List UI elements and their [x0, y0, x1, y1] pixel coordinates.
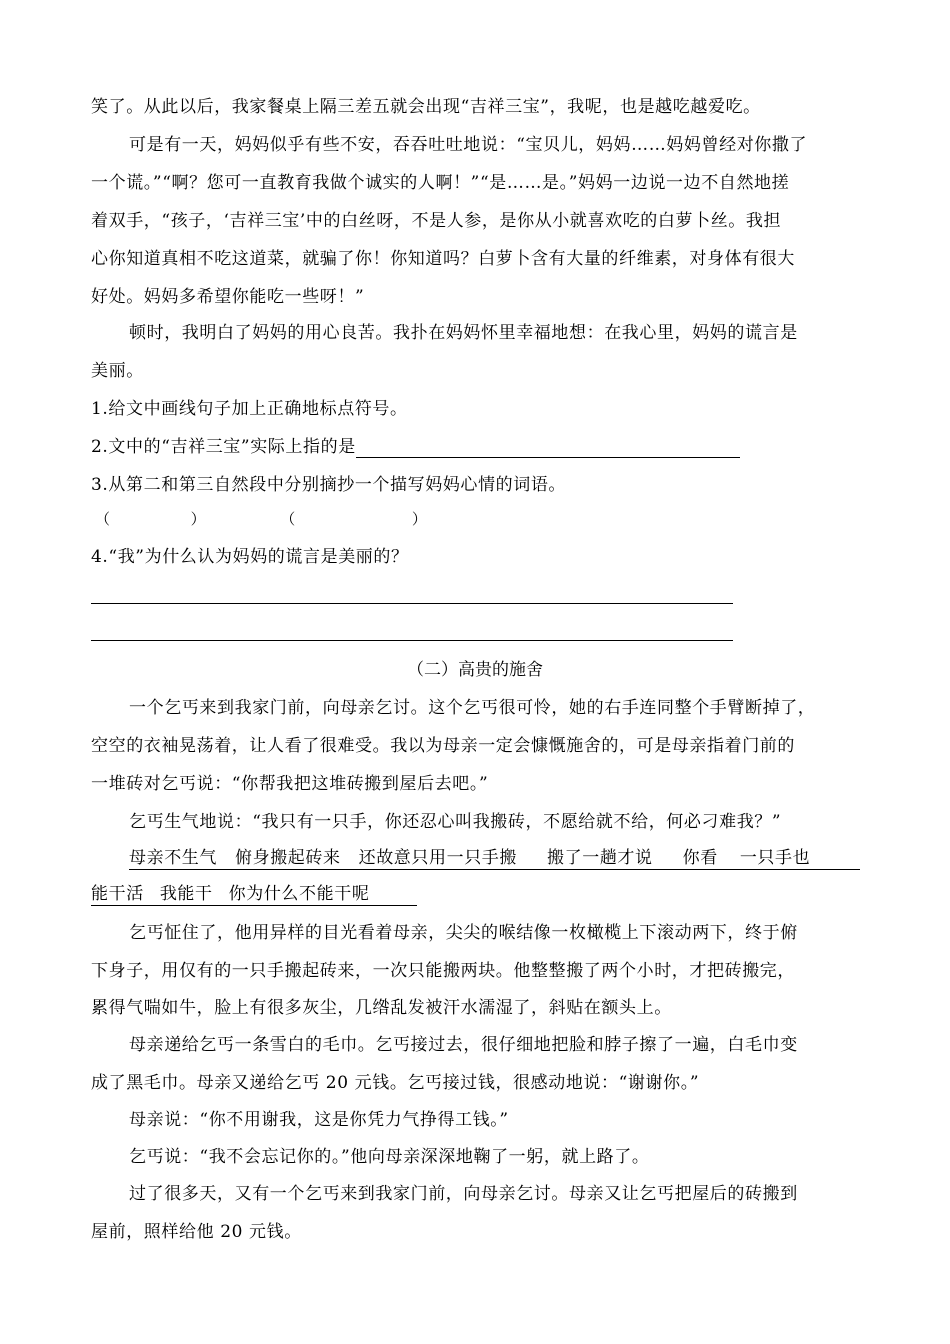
story2-paragraph-3-line-2: 下身子，用仅有的一只手搬起砖来，一次只能搬两块。他整整搬了两个小时，才把砖搬完，	[91, 961, 795, 981]
story2-paragraph-4-line-2: 成了黑毛巾。母亲又递给乞丐 20 元钱。乞丐接过钱，很感动地说：“谢谢你。”	[91, 1073, 700, 1093]
story2-paragraph-1-line-2: 空空的衣袖晃荡着，让人看了很难受。我以为母亲一定会慷慨施舍的，可是母亲指着门前的	[91, 736, 795, 756]
story2-paragraph-7-line-2: 屋前，照样给他 20 元钱。	[91, 1222, 302, 1242]
question-3: 3.从第二和第三自然段中分别摘抄一个描写妈妈心情的词语。	[91, 475, 567, 495]
question-2	[91, 436, 861, 458]
story2-paragraph-7-line-1: 过了很多天，又有一个乞丐来到我家门前，向母亲乞讨。母亲又让乞丐把屋后的砖搬到	[129, 1184, 798, 1204]
underlined-sentence-line-1	[129, 847, 860, 870]
answer-2-paren-close: ）	[411, 510, 428, 528]
underlined-segment: 一只手也	[739, 848, 811, 868]
underlined-segment: 你为什么不能干呢	[228, 884, 370, 904]
answer-1-paren-close: ）	[190, 510, 207, 528]
story2-paragraph-4-line-1: 母亲递给乞丐一条雪白的毛巾。乞丐接过去，很仔细地把脸和脖子擦了一遍，白毛巾变	[129, 1035, 798, 1055]
answer-2-paren-open: （	[280, 510, 296, 528]
question-1: 1.给文中画线句子加上正确地标点符号。	[91, 399, 408, 419]
story1-paragraph-2-line-5: 好处。妈妈多希望你能吃一些呀！”	[91, 287, 365, 307]
story2-paragraph-5: 母亲说：“你不用谢我，这是你凭力气挣得工钱。”	[129, 1110, 509, 1130]
story2-paragraph-3-line-1: 乞丐怔住了，他用异样的目光看着母亲，尖尖的喉结像一枚橄榄上下滚动两下，终于俯	[129, 923, 798, 943]
underlined-segment: 俯身搬起砖来	[235, 848, 341, 868]
story2-paragraph-2: 乞丐生气地说：“我只有一只手，你还忍心叫我搬砖，不愿给就不给，何必刁难我？”	[129, 812, 782, 832]
question-2-answer-blank[interactable]	[356, 439, 740, 458]
answer-line-1[interactable]	[91, 603, 733, 604]
underlined-segment: 能干活	[91, 884, 144, 904]
story1-paragraph-3-line-1: 顿时，我明白了妈妈的用心良苦。我扑在妈妈怀里幸福地想：在我心里，妈妈的谎言是	[129, 323, 798, 343]
story2-title: （二）高贵的施舍	[407, 660, 543, 680]
story1-paragraph-2-line-1: 可是有一天，妈妈似乎有些不安，吞吞吐吐地说：“宝贝儿，妈妈……妈妈曾经对你撒了	[129, 135, 808, 155]
answer-line-2[interactable]	[91, 640, 733, 641]
story1-paragraph-2-line-4: 心你知道真相不吃这道菜，就骗了你！你知道吗？白萝卜含有大量的纤维素，对身体有很大	[91, 249, 795, 269]
story2-paragraph-1-line-3: 一堆砖对乞丐说：“你帮我把这堆砖搬到屋后去吧。”	[91, 774, 489, 794]
story2-paragraph-6: 乞丐说：“我不会忘记你的。”他向母亲深深地鞠了一躬，就上路了。	[129, 1147, 650, 1167]
underlined-segment: 你看	[682, 848, 718, 868]
story1-paragraph-2-line-3: 着双手，“孩子，‘吉祥三宝’中的白丝呀，不是人参，是你从小就喜欢吃的白萝卜丝。我担	[91, 211, 782, 231]
question-3-answer-parens	[95, 508, 865, 530]
underlined-sentence-line-2	[91, 883, 417, 906]
underlined-segment: 搬了一趟才说	[547, 848, 653, 868]
story1-paragraph-3-line-2: 美丽。	[91, 361, 144, 381]
underlined-segment: 母亲不生气	[129, 848, 217, 868]
story2-paragraph-1-line-1: 一个乞丐来到我家门前，向母亲乞讨。这个乞丐很可怜，她的右手连同整个手臂断掉了，	[129, 698, 816, 718]
story1-paragraph-2-line-2: 一个谎。”“啊？您可一直教育我做个诚实的人啊！”“是……是。”妈妈一边说一边不自然地搓	[91, 173, 790, 193]
underlined-segment: 还故意只用一只手搬	[358, 848, 518, 868]
story2-paragraph-3-line-3: 累得气喘如牛，脸上有很多灰尘，几绺乱发被汗水濡湿了，斜贴在额头上。	[91, 998, 672, 1018]
underlined-segment: 我能干	[159, 884, 213, 904]
question-4: 4.“我”为什么认为妈妈的谎言是美丽的？	[91, 547, 409, 567]
question-2-text: 2.文中的“吉祥三宝”实际上指的是	[91, 437, 356, 457]
answer-1-paren-open: （	[95, 510, 111, 528]
story1-paragraph-1: 笑了。从此以后，我家餐桌上隔三差五就会出现“吉祥三宝”，我呢，也是越吃越爱吃。	[91, 97, 761, 117]
